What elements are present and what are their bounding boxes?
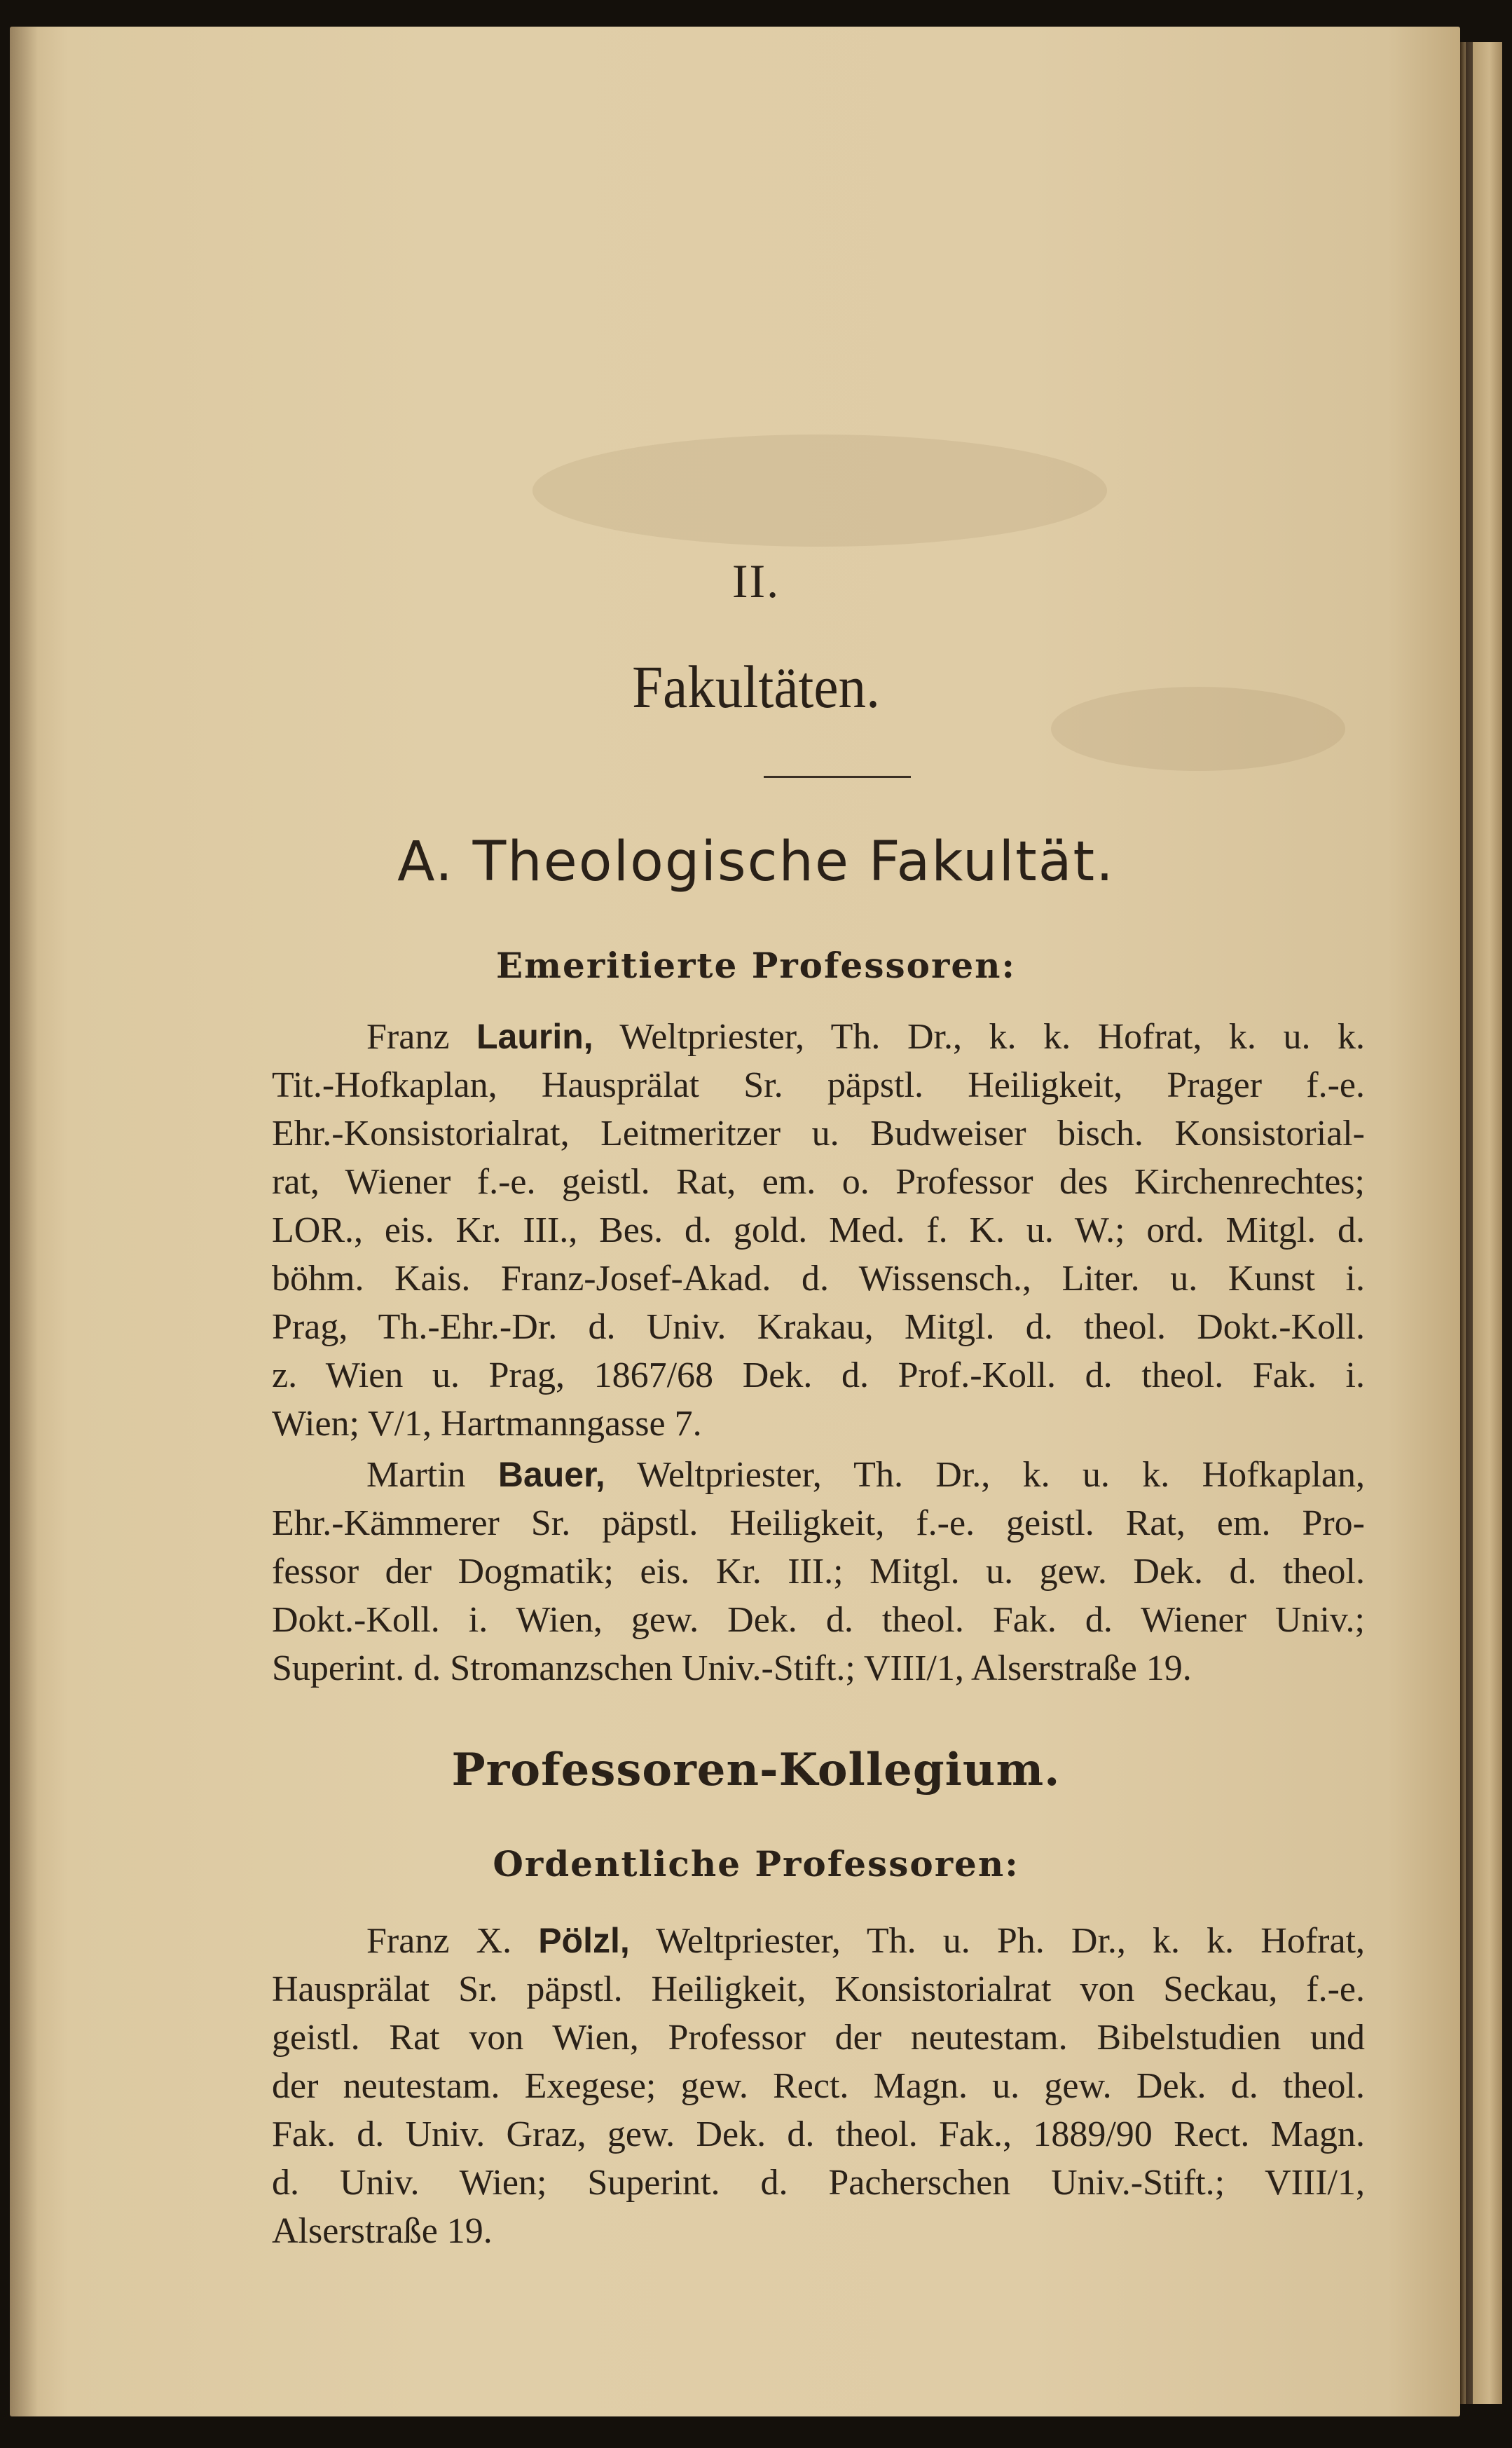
entry-first-line [272,1917,1365,1965]
section-title: A. Theologische Fakultät. [397,830,1115,894]
text-line: Dokt.-Koll. i. Wien, gew. Dek. d. theol. Fak. d. Wiener Univ.; [272,1600,1365,1640]
text-line: geistl. Rat von Wien, Professor der neutestam. Bibelstudien und [272,2018,1365,2058]
paper-stain [532,435,1107,547]
chapter-numeral: II. [731,554,781,608]
text-line: Tit.-Hofkaplan, Hausprälat Sr. päpstl. Heiligkeit, Prager f.-e. [272,1065,1365,1105]
text-line: Alserstraße 19. [272,2211,493,2251]
text-line: Weltpriester, Th. Dr., k. k. Hofrat, k. u. k. [619,1017,1366,1057]
text-line: der neutestam. Exegese; gew. Rect. Magn. u. gew. Dek. d. theol. [272,2066,1365,2106]
first-name: Franz [366,1017,450,1057]
surname: Pölzl, [538,1921,630,1960]
text-line: LOR., eis. Kr. III., Bes. d. gold. Med. f. K. u. W.; ord. Mitgl. d. [272,1210,1365,1250]
emeritus-heading: Emeritierte Professoren: [496,945,1016,986]
text-line: Weltpriester, Th. Dr., k. u. k. Hofkaplan, [637,1455,1365,1495]
text-line: Ehr.-Kämmerer Sr. päpstl. Heiligkeit, f.-e. geistl. Rat, em. Pro- [272,1503,1365,1543]
surname: Bauer, [497,1455,605,1494]
title-divider [764,776,911,778]
text-line: Wien; V/1, Hartmanngasse 7. [272,1404,702,1444]
ordinary-professors-heading: Ordentliche Professoren: [493,1843,1019,1885]
professor-entry-laurin [272,1013,1365,1448]
kollegium-heading: Professoren-Kollegium. [451,1744,1061,1796]
text-line: Superint. d. Stromanzschen Univ.-Stift.; VIII/1, Alserstraße 19. [272,1648,1192,1688]
text-line: z. Wien u. Prag, 1867/68 Dek. d. Prof.-Koll. d. theol. Fak. i. [272,1355,1365,1395]
entry-first-line [272,1013,1365,1061]
page-gutter [1466,42,1473,2404]
text-line: d. Univ. Wien; Superint. d. Pacherschen Univ.-Stift.; VIII/1, [272,2163,1365,2203]
text-line: Fak. d. Univ. Graz, gew. Dek. d. theol. Fak., 1889/90 Rect. Magn. [272,2114,1365,2154]
professor-entry-bauer [272,1451,1365,1693]
text-line: böhm. Kais. Franz-Josef-Akad. d. Wissensch., Liter. u. Kunst i. [272,1259,1365,1299]
surname: Laurin, [476,1017,593,1056]
text-line: Ehr.-Konsistorialrat, Leitmeritzer u. Budweiser bisch. Konsistorial- [272,1114,1365,1154]
chapter-title: Fakultäten. [632,653,880,720]
page-binding-shadow [10,27,38,2416]
text-line: Hausprälat Sr. päpstl. Heiligkeit, Konsistorialrat von Seckau, f.-e. [272,1969,1365,2009]
first-name: Franz X. [366,1921,512,1961]
text-line: Weltpriester, Th. u. Ph. Dr., k. k. Hofrat, [655,1921,1366,1961]
text-line: fessor der Dogmatik; eis. Kr. III.; Mitgl. u. gew. Dek. d. theol. [272,1552,1365,1592]
text-line: Prag, Th.-Ehr.-Dr. d. Univ. Krakau, Mitgl. d. theol. Dokt.-Koll. [272,1307,1365,1347]
text-line: rat, Wiener f.-e. geistl. Rat, em. o. Professor des Kirchenrechtes; [272,1162,1365,1202]
first-name: Martin [366,1455,466,1495]
professor-entry-poelzl [272,1917,1365,2255]
entry-first-line [272,1451,1365,1499]
